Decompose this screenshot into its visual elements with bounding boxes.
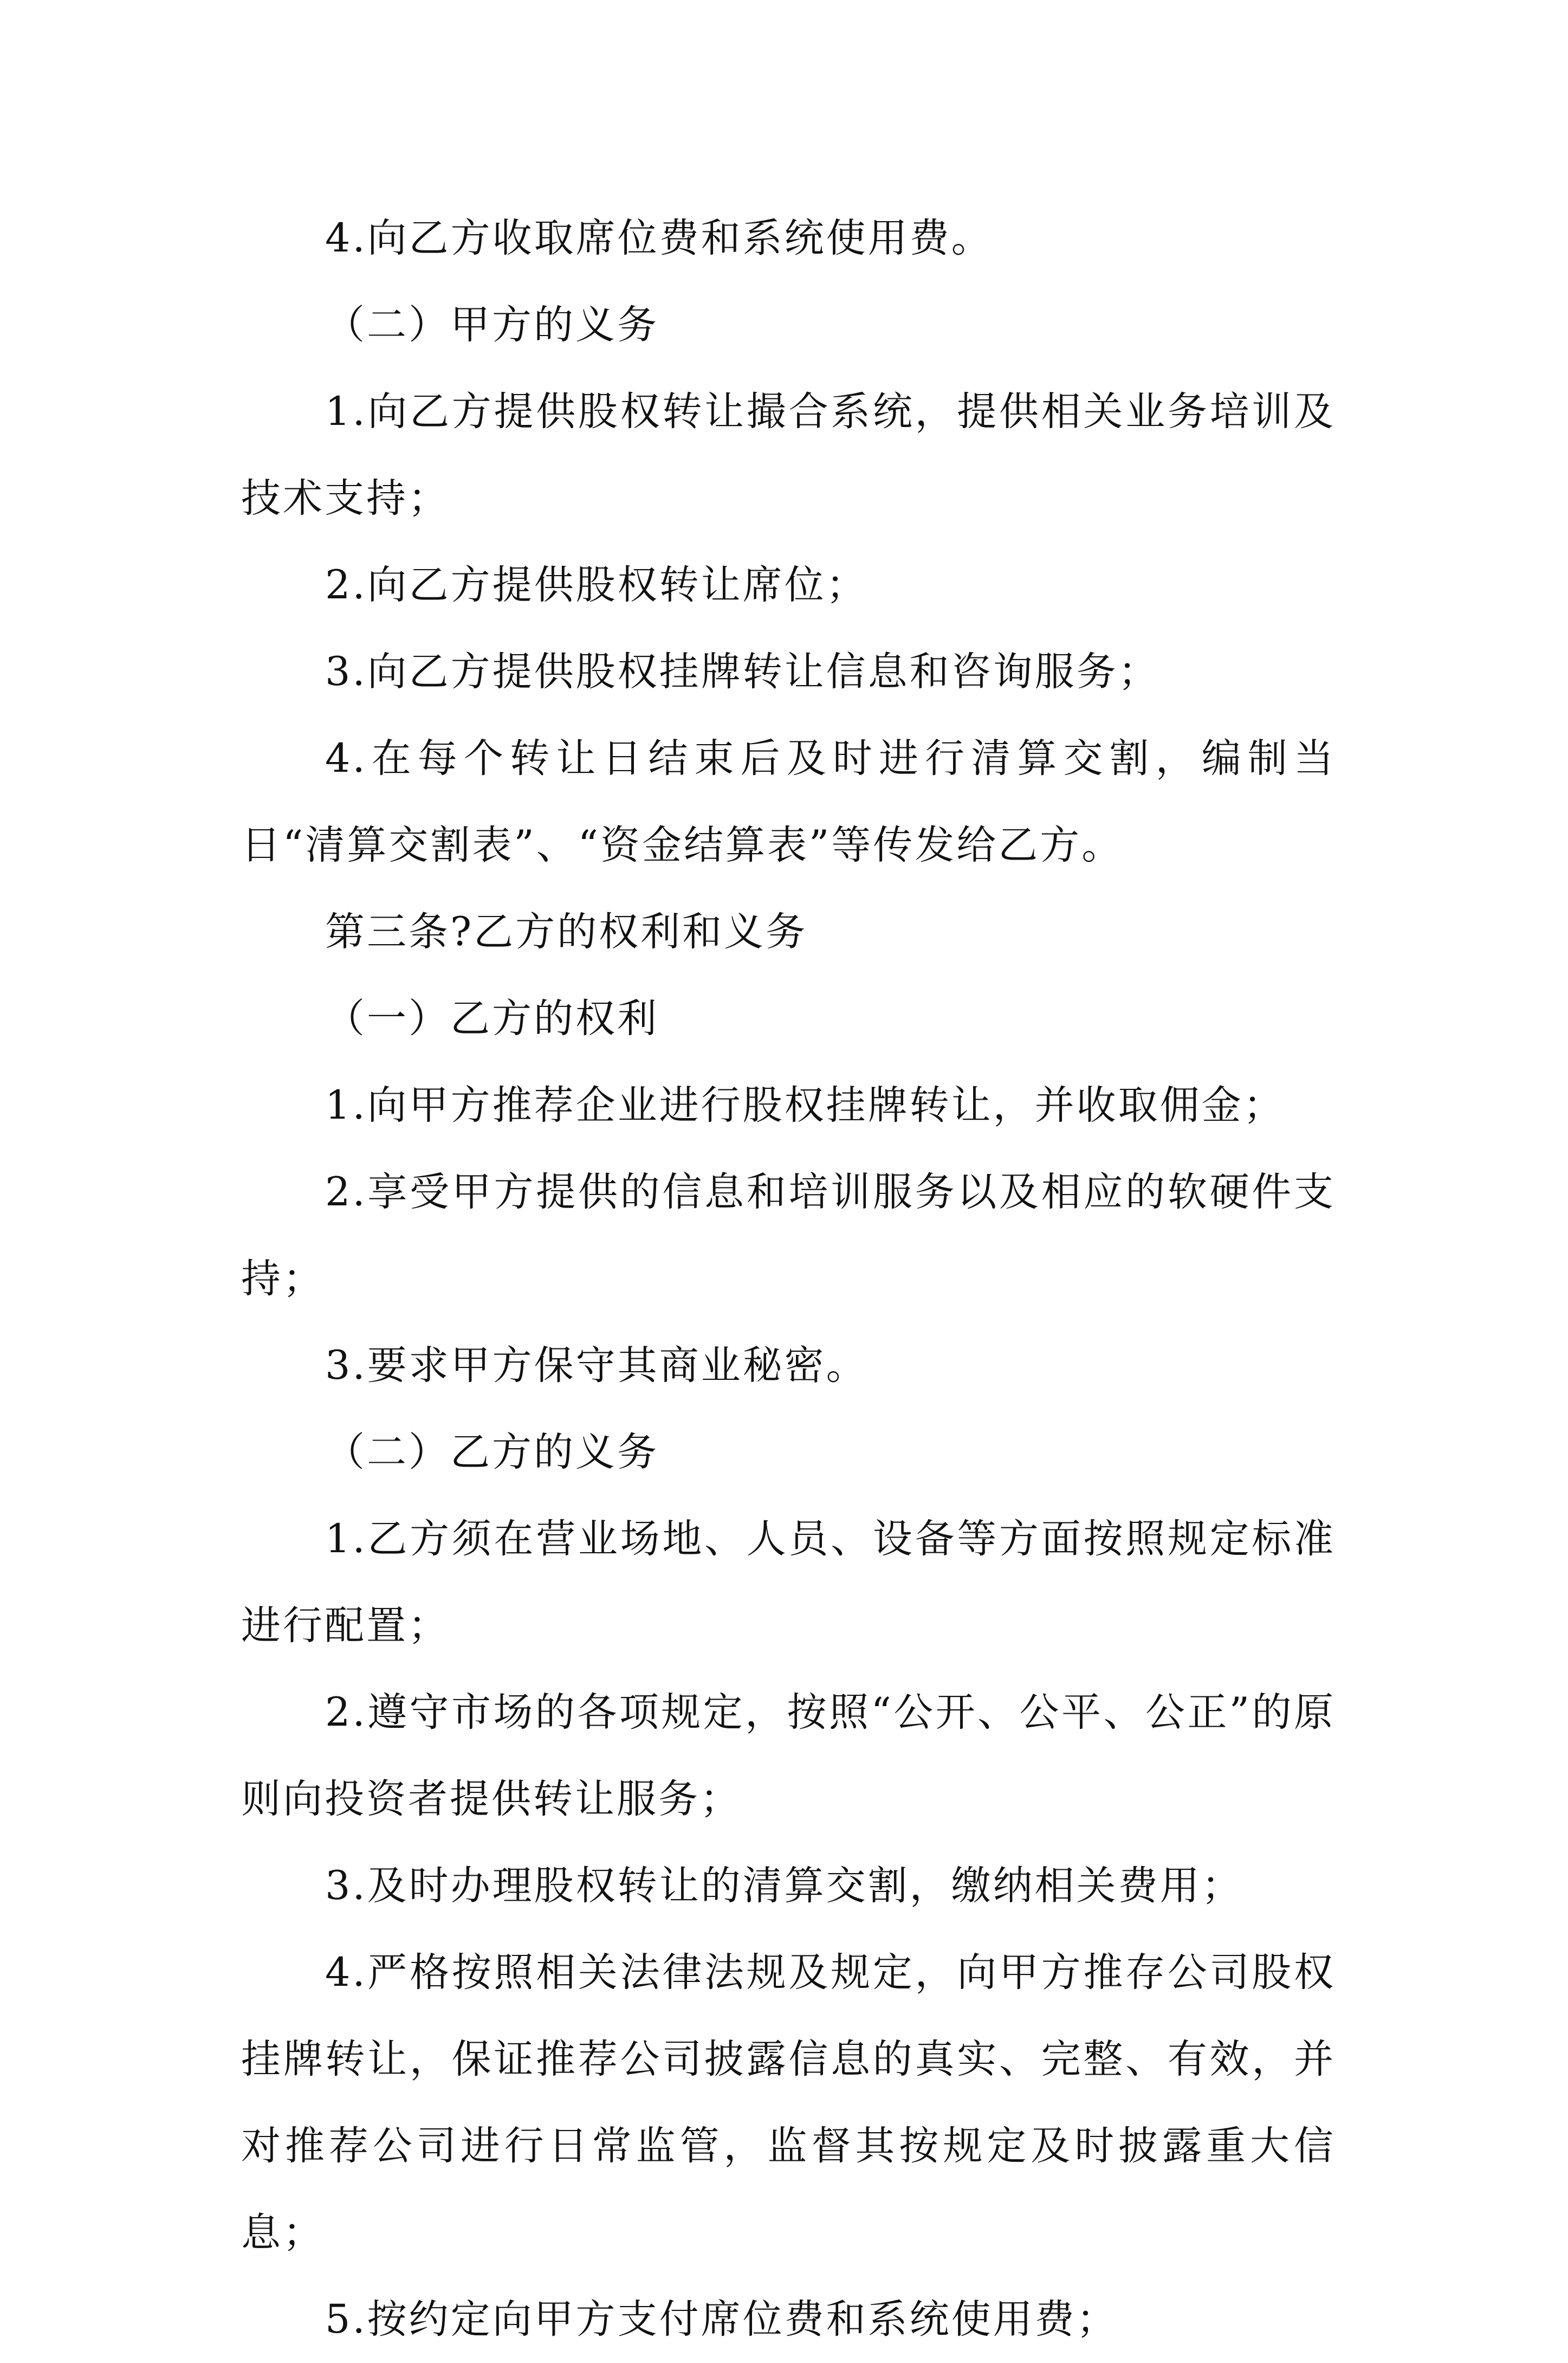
section-heading: （二）乙方的义务	[325, 1429, 659, 1475]
clause-paragraph: 5.按约定向甲方支付席位费和系统使用费；	[325, 2296, 1118, 2342]
clause-paragraph: 4.向乙方收取席位费和系统使用费。	[325, 215, 993, 261]
clause-paragraph: 3.及时办理股权转让的清算交割，缴纳相关费用；	[325, 1863, 1243, 1909]
section-heading: （二）甲方的义务	[325, 302, 659, 348]
clause-paragraph: 1.向甲方推荐企业进行股权挂牌转让，并收取佣金；	[325, 1082, 1285, 1128]
clause-paragraph: 3.向乙方提供股权挂牌转让信息和咨询服务；	[325, 649, 1160, 695]
clause-paragraph: 2.享受甲方提供的信息和培训服务以及相应的软硬件支持；	[241, 1169, 1336, 1302]
document-body	[241, 195, 1336, 2363]
clause-paragraph: 2.遵守市场的各项规定，按照“公开、公平、公正”的原则向投资者提供转让服务；	[241, 1689, 1336, 1822]
section-heading: （一）乙方的权利	[325, 996, 659, 1042]
clause-paragraph: 1.乙方须在营业场地、人员、设备等方面按照规定标准进行配置；	[241, 1516, 1336, 1649]
clause-paragraph: 4.在每个转让日结束后及时进行清算交割，编制当日“清算交割表”、“资金结算表”等传发给乙方。	[241, 735, 1336, 868]
article-heading: 第三条?乙方的权利和义务	[325, 909, 808, 955]
clause-paragraph: 3.要求甲方保守其商业秘密。	[325, 1342, 868, 1389]
clause-paragraph: 2.向乙方提供股权转让席位；	[325, 562, 868, 608]
clause-paragraph: 4.严格按照相关法律法规及规定，向甲方推存公司股权挂牌转让，保证推荐公司披露信息的真实、完整、有效，并对推荐公司进行日常监管，监督其按规定及时披露重大信息；	[241, 1949, 1336, 2256]
clause-paragraph: 1.向乙方提供股权转让撮合系统，提供相关业务培训及技术支持；	[241, 389, 1336, 521]
